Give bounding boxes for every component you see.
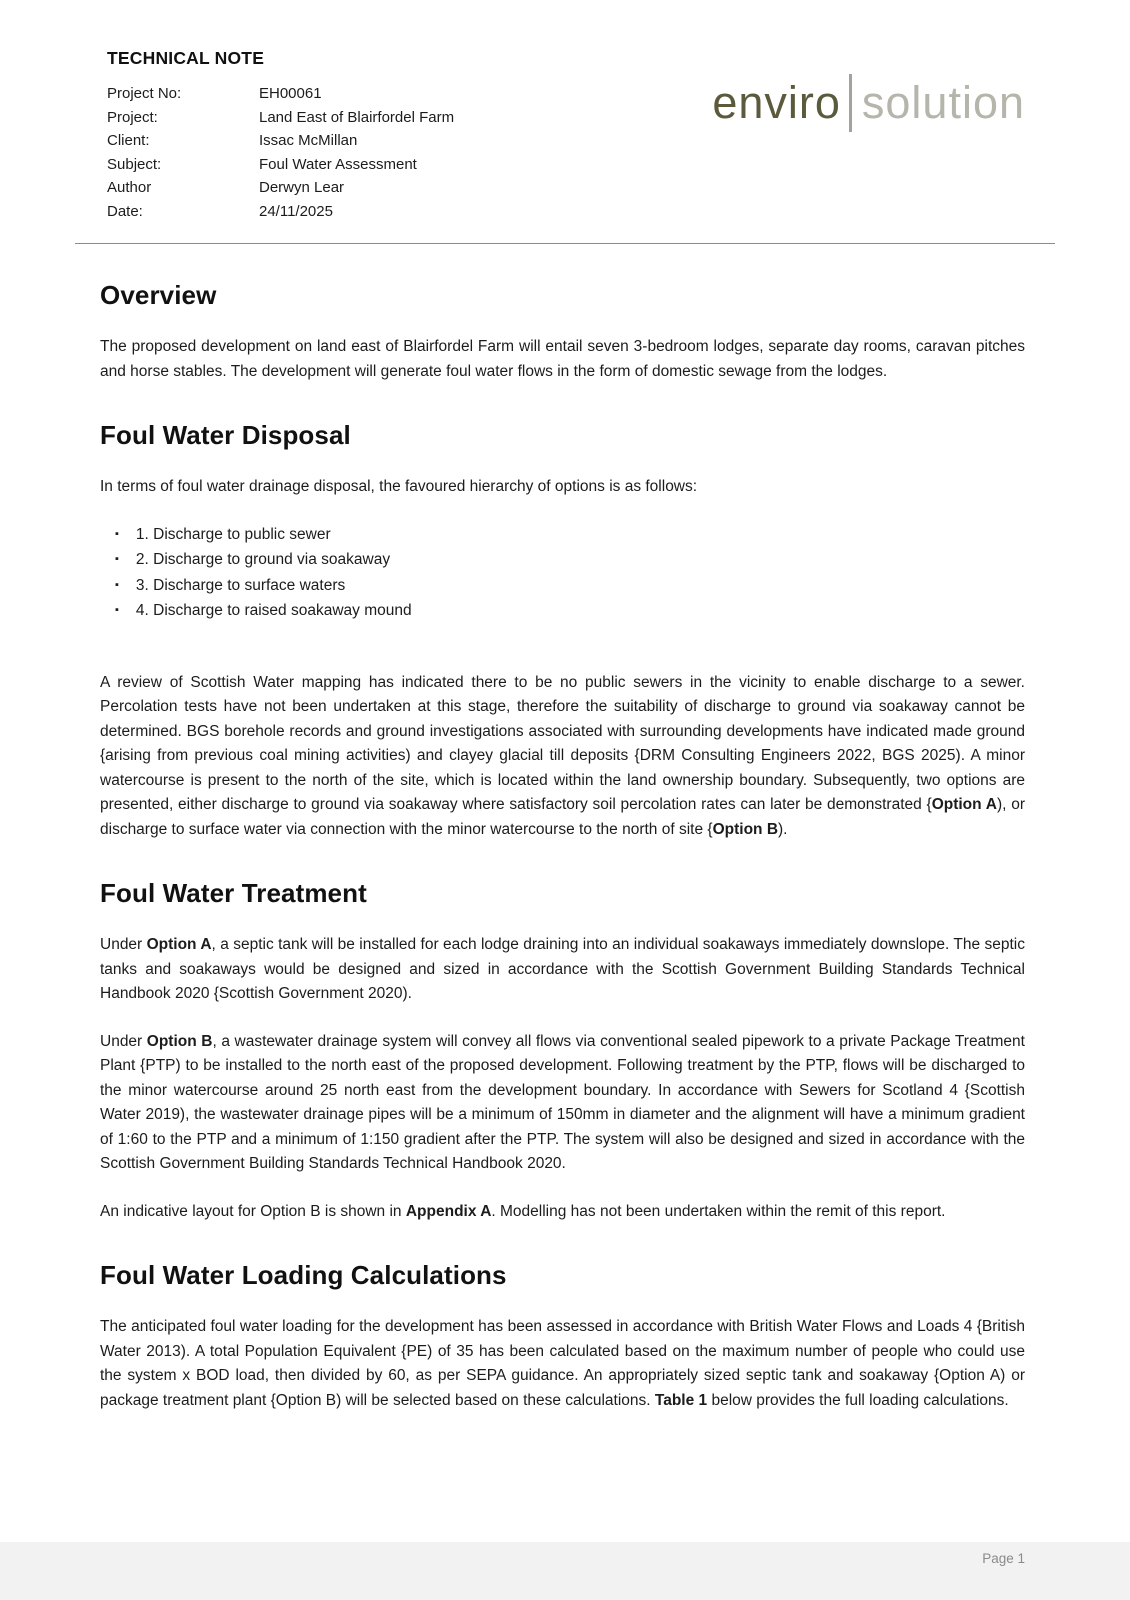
meta-label: Subject: (107, 155, 162, 173)
section-heading-foul-water-loading-calculations: Foul Water Loading Calculations (100, 1260, 507, 1290)
logo-divider-bar (849, 74, 852, 132)
section-overview (100, 280, 1025, 384)
logo-word-solution: solution (861, 77, 1025, 128)
section-heading-overview: Overview (100, 280, 217, 310)
meta-row-author (107, 176, 454, 200)
bullet-item: ▪ 1. Discharge to public sewer (115, 523, 1025, 549)
meta-value: Land East of Blairfordel Farm (259, 108, 455, 126)
company-logo (712, 74, 1025, 132)
meta-row-project (107, 106, 454, 130)
header-divider-line (75, 243, 1055, 244)
meta-row-date (107, 200, 454, 224)
disposal-hierarchy-list (115, 523, 1025, 625)
section-foul-water-disposal (100, 420, 1025, 842)
paragraph: The anticipated foul water loading for the development has been assessed in accordance with British Water Flows and Loads 4 {British Water 2013). A total Population Equivalent {PE) of 35 has been calculated based on the maximum number of people who could use the system x BOD load, then divided by 60, as per SEPA guidance. An appropriately sized septic tank and soakaway {Option A) or package treatment plant {Option B) will be selected based on these calculations. Table 1 below provides the full loading calculations. (100, 1318, 1025, 1409)
meta-value: Issac McMillan (259, 132, 358, 149)
logo-word-enviro: enviro (712, 77, 841, 128)
paragraph: The proposed development on land east of Blairfordel Farm will entail seven 3-bedroom lodges, separate day rooms, caravan pitches and horse stables. The development will generate foul water flows in the form of domestic sewage from the lodges. (100, 338, 1025, 380)
paragraph: Under Option A, a septic tank will be installed for each lodge draining into an individual soakaways immediately downslope. The septic tanks and soakaways would be designed and sized in accordance with the Scottish Government Building Standards Technical Handbook 2020 {Scottish Government 2020). (100, 936, 1025, 1002)
meta-label: Project: (107, 108, 158, 126)
meta-value: Foul Water Assessment (259, 155, 417, 173)
meta-row-client (107, 129, 454, 153)
section-foul-water-treatment (100, 878, 1025, 1224)
doc-body (0, 280, 1130, 1413)
section-foul-water-loading-calculations (100, 1260, 1025, 1413)
meta-value: EH00061 (259, 85, 322, 102)
meta-label: Author (107, 179, 152, 196)
doc-header (0, 0, 1130, 223)
meta-row-subject (107, 153, 454, 177)
meta-label: Client: (107, 132, 150, 149)
meta-row-project-no (107, 82, 454, 106)
meta-value: Derwyn Lear (259, 179, 345, 196)
page-footer (0, 1542, 1130, 1600)
bullet-item: ▪ 2. Discharge to ground via soakaway (115, 548, 1025, 574)
doc-meta-block (107, 48, 454, 223)
paragraph: An indicative layout for Option B is shown in Appendix A. Modelling has not been undertaken within the remit of this report. (100, 1202, 946, 1220)
page-number: Page 1 (982, 1551, 1025, 1566)
paragraph: A review of Scottish Water mapping has indicated there to be no public sewers in the vicinity to enable discharge to a sewer. Percolation tests have not been undertaken at this stage, therefore the suitability of discharge to ground via soakaway cannot be determined. BGS borehole records and ground investigations associated with surrounding developments have indicated made ground {arising from previous coal mining activities) and clayey glacial till deposits {DRM Consulting Engineers 2022, BGS 2025). A minor watercourse is present to the north of the site, which is located within the land ownership boundary. Subsequently, two options are presented, either discharge to ground via soakaway where satisfactory soil percolation rates can later be demonstrated {Option A), or discharge to surface water via connection with the minor watercourse to the north of site {Option B). (100, 673, 1026, 838)
meta-label: Project No: (107, 85, 182, 102)
meta-label: Date: (107, 202, 143, 220)
bullet-item: ▪ 4. Discharge to raised soakaway mound (115, 599, 1025, 625)
paragraph: Under Option B, a wastewater drainage system will convey all flows via conventional sealed pipework to a private Package Treatment Plant {PTP) to be installed to the north east of the proposed development. Following treatment by the PTP, flows will be discharged to the minor watercourse around 25 north east from the development boundary. In accordance with Sewers for Scotland 4 {Scottish Water 2019), the wastewater drainage pipes will be a minimum of 150mm in diameter and the alignment will have a minimum gradient of 1:60 to the PTP and a minimum of 1:150 gradient after the PTP. The system will also be designed and sized in accordance with the Scottish Government Building Standards Technical Handbook 2020. (100, 1032, 1025, 1172)
meta-value: 24/11/2025 (259, 202, 333, 220)
doc-type-title: TECHNICAL NOTE (107, 48, 265, 68)
section-heading-foul-water-disposal: Foul Water Disposal (100, 420, 351, 450)
section-heading-foul-water-treatment: Foul Water Treatment (100, 878, 367, 908)
bullet-item: ▪ 3. Discharge to surface waters (115, 574, 1025, 600)
paragraph: In terms of foul water drainage disposal, the favoured hierarchy of options is as follows: (100, 478, 698, 495)
